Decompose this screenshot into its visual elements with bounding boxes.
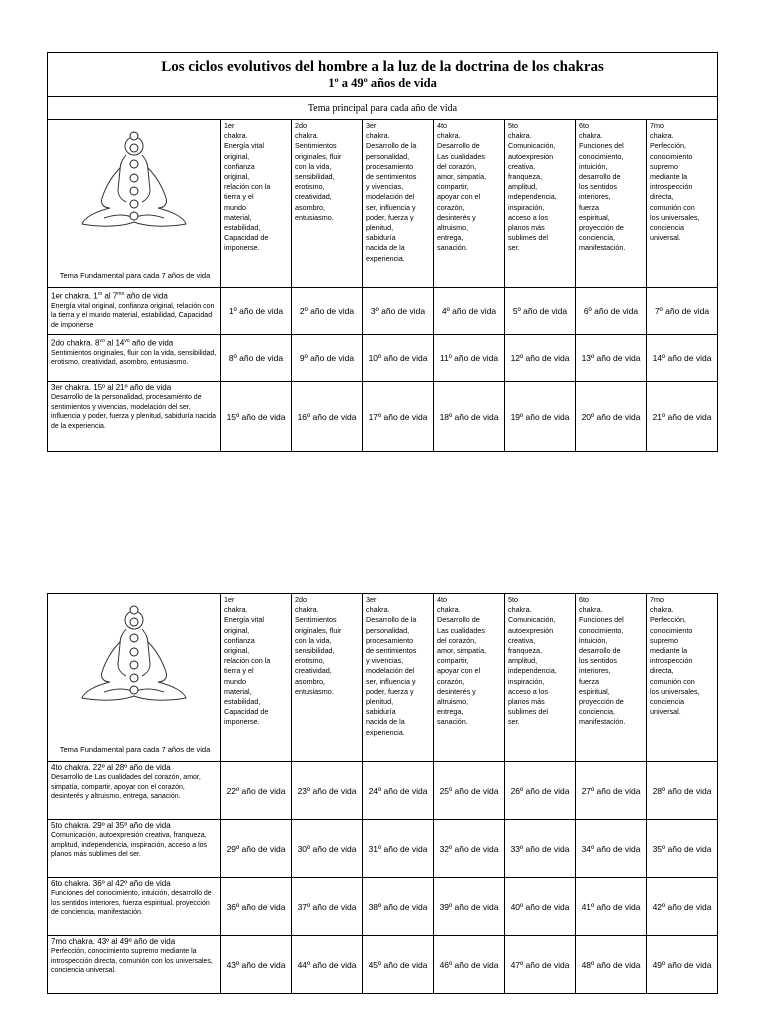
row-title: 7mo chakra. 43º al 49º año de vida xyxy=(51,937,176,946)
chakra-header-5 xyxy=(505,594,576,762)
chakra-number: 3er xyxy=(366,121,377,130)
chakra-header-6 xyxy=(576,594,647,762)
year-cell: 33º año de vida xyxy=(505,820,576,878)
row-title xyxy=(51,289,217,302)
year-cell: 17º año de vida xyxy=(363,382,434,452)
chakra-description: chakra. Desarrollo de Las cualidades del corazón, amor, simpatía, compartir, apoyar con el corazón, desinterés y altruismo, entrega, sanación. xyxy=(437,605,487,727)
year-cell: 29º año de vida xyxy=(221,820,292,878)
row-description: Desarrollo de Las cualidades del corazón, amor, simpatía, compartir, apoyar con el corazón, desinterés y altruismo, entrega, sanación. xyxy=(51,774,201,801)
chakra-table-2 xyxy=(47,593,718,994)
year-cell: 2º año de vida xyxy=(292,288,363,335)
meditating-figure-icon xyxy=(74,128,194,238)
year-cell: 48º año de vida xyxy=(576,936,647,994)
year-cell: 44º año de vida xyxy=(292,936,363,994)
chakra-number: 6to xyxy=(579,595,589,604)
year-cell: 28º año de vida xyxy=(647,762,718,820)
year-cell: 39º año de vida xyxy=(434,878,505,936)
chakra-description: chakra. Sentimientos originales, fluir con la vida, sensibilidad, erotismo, creatividad, asombro, entusiasmo. xyxy=(295,131,342,222)
row-label xyxy=(48,936,221,994)
year-cell: 7º año de vida xyxy=(647,288,718,335)
year-cell: 47º año de vida xyxy=(505,936,576,994)
row-title: 4to chakra. 22º al 28º año de vida xyxy=(51,763,171,772)
year-cell: 8º año de vida xyxy=(221,335,292,382)
year-cell: 38º año de vida xyxy=(363,878,434,936)
year-cell: 6º año de vida xyxy=(576,288,647,335)
row-label xyxy=(48,762,221,820)
subheader: Tema principal para cada año de vida xyxy=(48,97,718,120)
chakra-number: 4to xyxy=(437,595,447,604)
chakra-description: chakra. Desarrollo de Las cualidades del corazón, amor, simpatía, compartir, apoyar con el corazón, desinterés y altruismo, entrega, sanación. xyxy=(437,131,487,253)
year-cell: 42º año de vida xyxy=(647,878,718,936)
row-label xyxy=(48,820,221,878)
chakra-description: chakra. Comunicación, autoexpresión creativa, franqueza, amplitud, independencia, inspiración, acceso a los planos más sublimes del ser. xyxy=(508,605,557,727)
chakra-number: 3er xyxy=(366,595,377,604)
year-cell: 5º año de vida xyxy=(505,288,576,335)
figure-cell xyxy=(48,120,221,288)
year-cell: 10º año de vida xyxy=(363,335,434,382)
chakra-description: chakra. Desarrollo de la personalidad, procesamiento de sentimientos y vivencias, modelación del ser, influencia y poder, fuerza y plenitud, sabiduría nacida de la experiencia. xyxy=(366,131,417,263)
year-cell: 15º año de vida xyxy=(221,382,292,452)
year-cell: 23º año de vida xyxy=(292,762,363,820)
year-cell: 31º año de vida xyxy=(363,820,434,878)
chakra-header-7 xyxy=(647,120,718,288)
chakra-header-6 xyxy=(576,120,647,288)
row-title-part: año de vida xyxy=(124,291,168,301)
chakra-description: chakra. Desarrollo de la personalidad, procesamiento de sentimientos y vivencias, modelación del ser, influencia y poder, fuerza y plenitud, sabiduría nacida de la experiencia. xyxy=(366,605,417,737)
row-title: 6to chakra. 36º al 42º año de vida xyxy=(51,879,171,888)
year-cell: 37º año de vida xyxy=(292,878,363,936)
row-description: Perfección, conocimiento supremo mediante la introspección directa, comunión con los universales, conciencia universal. xyxy=(51,948,213,975)
chakra-header-4 xyxy=(434,594,505,762)
chakra-description: chakra. Perfección, conocimiento supremo mediante la introspección directa, comunión con los universales, conciencia universal. xyxy=(650,131,700,243)
row-label xyxy=(48,382,221,452)
chakra-header-2 xyxy=(292,594,363,762)
figure-cell xyxy=(48,594,221,762)
row-title-part: año de vida xyxy=(129,338,174,348)
year-cell: 32º año de vida xyxy=(434,820,505,878)
year-cell: 24º año de vida xyxy=(363,762,434,820)
year-cell: 40º año de vida xyxy=(505,878,576,936)
chakra-number: 6to xyxy=(579,121,589,130)
row-title-part: al 7 xyxy=(102,291,118,301)
year-cell: 46º año de vida xyxy=(434,936,505,994)
year-cell: 12º año de vida xyxy=(505,335,576,382)
row-description: Funciones del conocimiento, intuición, desarrollo de los sentidos interiores, fuerza espiritual, proyección de conciencia, manifestación. xyxy=(51,890,212,917)
row-label xyxy=(48,335,221,382)
year-cell: 19º año de vida xyxy=(505,382,576,452)
chakra-number: 5to xyxy=(508,595,518,604)
chakra-number: 7mo xyxy=(650,121,664,130)
chakra-description: chakra. Funciones del conocimiento, intuición, desarrollo de los sentidos interiores, fuerza espiritual, proyección de conciencia, manifestación. xyxy=(579,605,626,727)
year-cell: 21º año de vida xyxy=(647,382,718,452)
year-cell: 49º año de vida xyxy=(647,936,718,994)
year-cell: 36º año de vida xyxy=(221,878,292,936)
year-cell: 11º año de vida xyxy=(434,335,505,382)
year-cell: 20º año de vida xyxy=(576,382,647,452)
row-title-sup: ro xyxy=(97,291,103,297)
year-cell: 26º año de vida xyxy=(505,762,576,820)
row-title-part: 1er chakra. 1 xyxy=(51,291,98,301)
year-cell: 9º año de vida xyxy=(292,335,363,382)
year-cell: 16º año de vida xyxy=(292,382,363,452)
year-cell: 18º año de vida xyxy=(434,382,505,452)
row-description: Sentimientos originales, fluir con la vida, sensibilidad, erotismo, creatividad, asombro, entusiasmo. xyxy=(51,349,217,367)
year-cell: 22º año de vida xyxy=(221,762,292,820)
chakra-number: 7mo xyxy=(650,595,664,604)
year-cell: 27º año de vida xyxy=(576,762,647,820)
chakra-header-7 xyxy=(647,594,718,762)
chakra-description: chakra. Energía vital original, confianza original, relación con la tierra y el mundo material, estabilidad, Capacidad de imponerse. xyxy=(224,605,271,727)
row-label xyxy=(48,288,221,335)
chakra-description: chakra. Sentimientos originales, fluir con la vida, sensibilidad, erotismo, creatividad, asombro, entusiasmo. xyxy=(295,605,342,696)
row-title-sup: vo xyxy=(124,338,130,344)
row-label xyxy=(48,878,221,936)
row-title-part: al 14 xyxy=(104,338,125,348)
row-title-sup: vo xyxy=(99,338,105,344)
chakra-description: chakra. Comunicación, autoexpresión creativa, franqueza, amplitud, independencia, inspiración, acceso a los planos más sublimes del ser. xyxy=(508,131,557,253)
year-cell: 45º año de vida xyxy=(363,936,434,994)
chakra-number: 5to xyxy=(508,121,518,130)
year-cell: 25º año de vida xyxy=(434,762,505,820)
chakra-number: 2do xyxy=(295,595,307,604)
year-cell: 34º año de vida xyxy=(576,820,647,878)
title-cell xyxy=(48,53,718,97)
chakra-header-1 xyxy=(221,594,292,762)
year-cell: 30º año de vida xyxy=(292,820,363,878)
fundamental-label: Tema Fundamental para cada 7 años de vida xyxy=(59,271,211,280)
chakra-description: chakra. Funciones del conocimiento, intuición, desarrollo de los sentidos interiores, fuerza espiritual, proyección de conciencia, manifestación. xyxy=(579,131,626,253)
row-description: Energía vital original, confianza original, relación con la tierra y el mundo material, estabilidad, Capacidad de imponerse xyxy=(51,302,215,329)
chakra-header-5 xyxy=(505,120,576,288)
year-cell: 13º año de vida xyxy=(576,335,647,382)
chakra-number: 1er xyxy=(224,595,235,604)
chakra-description: chakra. Perfección, conocimiento supremo mediante la introspección directa, comunión con los universales, conciencia universal. xyxy=(650,605,700,717)
chakra-number: 4to xyxy=(437,121,447,130)
year-cell: 35º año de vida xyxy=(647,820,718,878)
chakra-table-1 xyxy=(47,52,718,452)
meditating-figure-icon xyxy=(74,602,194,712)
row-title: 3er chakra. 15º al 21º año de vida xyxy=(51,383,172,392)
year-cell: 3º año de vida xyxy=(363,288,434,335)
row-title-sup: mo xyxy=(117,291,125,297)
chakra-header-2 xyxy=(292,120,363,288)
chakra-header-3 xyxy=(363,120,434,288)
year-cell: 4º año de vida xyxy=(434,288,505,335)
year-cell: 14º año de vida xyxy=(647,335,718,382)
document-subtitle: 1º a 49º años de vida xyxy=(328,76,437,90)
row-title: 5to chakra. 29º al 35º año de vida xyxy=(51,821,171,830)
row-title-part: 2do chakra. 8 xyxy=(51,338,100,348)
row-description: Comunicación, autoexpresión creativa, franqueza, amplitud, independencia, inspiración, acceso a los planos más sublimes del ser. xyxy=(51,832,208,859)
row-title xyxy=(51,336,217,349)
chakra-description: chakra. Energía vital original, confianza original, relación con la tierra y el mundo material, estabilidad, Capacidad de imponerse. xyxy=(224,131,271,253)
document-title: Los ciclos evolutivos del hombre a la luz de la doctrina de los chakras xyxy=(161,59,604,75)
year-cell: 41º año de vida xyxy=(576,878,647,936)
chakra-number: 2do xyxy=(295,121,307,130)
chakra-header-3 xyxy=(363,594,434,762)
chakra-number: 1er xyxy=(224,121,235,130)
chakra-header-4 xyxy=(434,120,505,288)
fundamental-label: Tema Fundamental para cada 7 años de vida xyxy=(59,745,211,754)
year-cell: 1º año de vida xyxy=(221,288,292,335)
year-cell: 43º año de vida xyxy=(221,936,292,994)
chakra-header-1 xyxy=(221,120,292,288)
row-description: Desarrollo de la personalidad, procesamiento de sentimientos y vivencias, modelación del ser, influencia y poder, fuerza y plenitud, sabiduría nacida de la experiencia. xyxy=(51,394,216,430)
